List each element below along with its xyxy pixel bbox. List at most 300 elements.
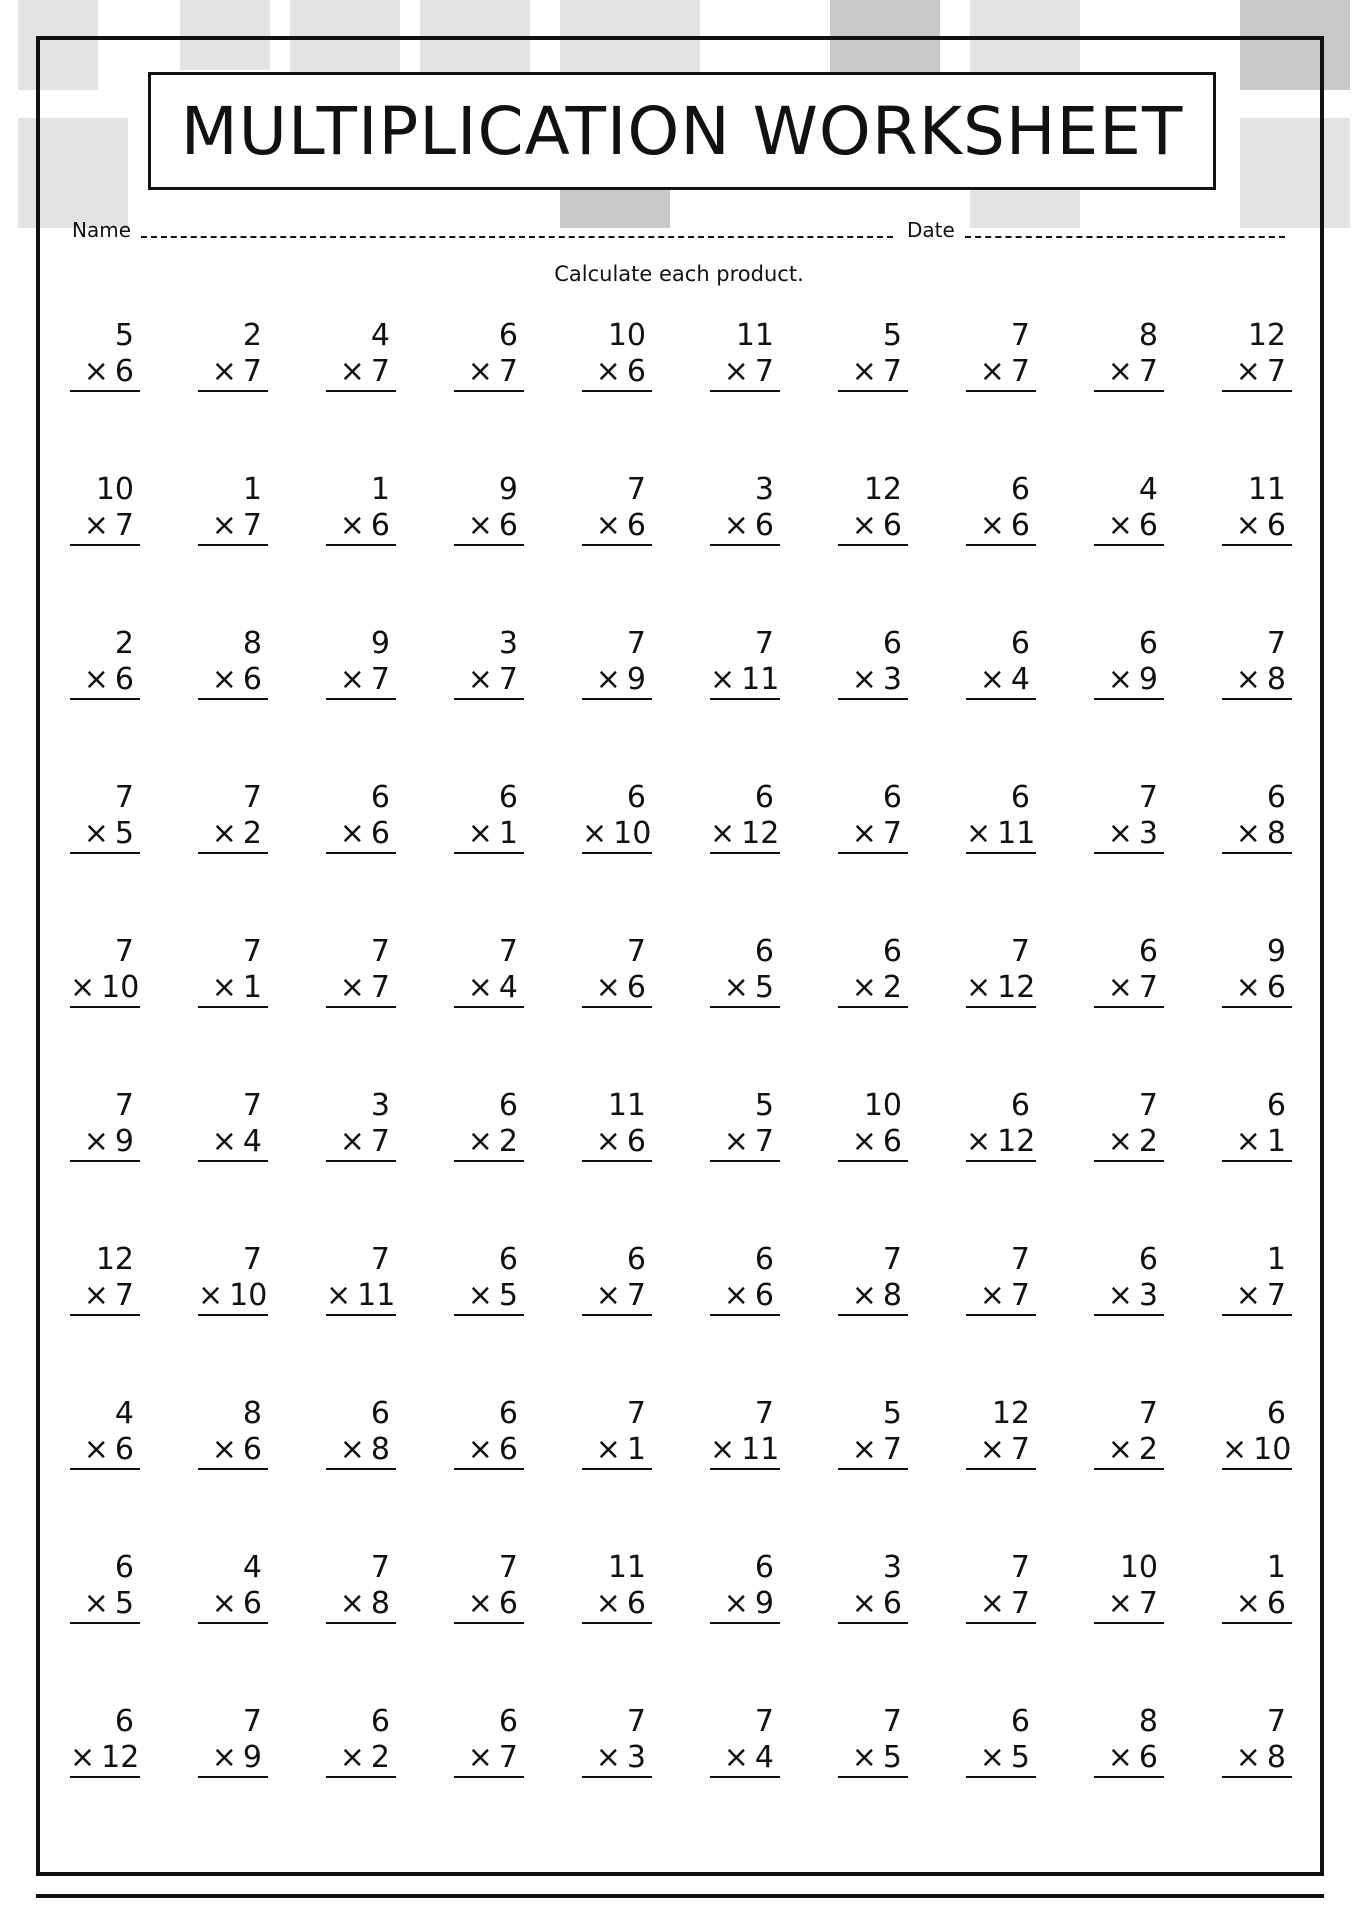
problem-r4-c7 xyxy=(838,780,908,856)
multiplicand: 6 xyxy=(626,780,646,815)
problem-r8-c1 xyxy=(70,1396,140,1472)
multiplier-line xyxy=(966,1432,1036,1470)
problem-r7-c4 xyxy=(454,1242,524,1318)
multiplicand: 7 xyxy=(754,626,774,661)
multiplier-line xyxy=(198,816,268,854)
problem-r2-c5 xyxy=(582,472,652,548)
multiplicand: 8 xyxy=(1138,318,1158,353)
problem-grid xyxy=(70,318,1300,1798)
times-sign: × xyxy=(723,1586,749,1621)
problem-r10-c6 xyxy=(710,1704,780,1780)
multiplier: 8 xyxy=(370,1432,390,1467)
multiplicand: 8 xyxy=(242,626,262,661)
multiplicand: 7 xyxy=(370,1242,390,1277)
times-sign: × xyxy=(83,662,109,697)
times-sign: × xyxy=(211,508,237,543)
problem-r4-c8 xyxy=(966,780,1036,856)
multiplier-line xyxy=(326,508,396,546)
problem-r5-c4 xyxy=(454,934,524,1010)
multiplier-line xyxy=(198,1124,268,1162)
problem-r2-c2 xyxy=(198,472,268,548)
multiplier: 6 xyxy=(242,1586,262,1621)
multiplicand: 8 xyxy=(1138,1704,1158,1739)
times-sign: × xyxy=(83,1278,109,1313)
multiplier-line xyxy=(454,1432,524,1470)
problem-r10-c8 xyxy=(966,1704,1036,1780)
multiplicand: 7 xyxy=(1010,1550,1030,1585)
multiplier: 6 xyxy=(114,354,134,389)
problem-r5-c5 xyxy=(582,934,652,1010)
page-title: MULTIPLICATION WORKSHEET xyxy=(180,92,1184,170)
problem-r3-c6 xyxy=(710,626,780,702)
multiplier-line xyxy=(326,1124,396,1162)
multiplier-line xyxy=(454,970,524,1008)
multiplier: 5 xyxy=(114,1586,134,1621)
multiplier: 11 xyxy=(357,1278,396,1313)
multiplicand: 6 xyxy=(370,1704,390,1739)
multiplicand: 1 xyxy=(1266,1242,1286,1277)
multiplier: 7 xyxy=(370,662,390,697)
multiplier: 8 xyxy=(370,1586,390,1621)
times-sign: × xyxy=(70,1740,96,1775)
multiplicand: 12 xyxy=(863,472,902,507)
multiplier: 4 xyxy=(1010,662,1030,697)
problem-r7-c9 xyxy=(1094,1242,1164,1318)
problem-r5-c2 xyxy=(198,934,268,1010)
multiplier: 10 xyxy=(1253,1432,1292,1467)
multiplicand: 6 xyxy=(1266,1088,1286,1123)
multiplier-line xyxy=(966,508,1036,546)
problem-r1-c1 xyxy=(70,318,140,394)
multiplier-line xyxy=(838,662,908,700)
multiplier-line xyxy=(582,816,652,854)
times-sign: × xyxy=(595,1740,621,1775)
times-sign: × xyxy=(979,354,1005,389)
multiplicand: 7 xyxy=(498,934,518,969)
problem-r1-c6 xyxy=(710,318,780,394)
multiplier: 6 xyxy=(626,354,646,389)
times-sign: × xyxy=(326,1278,352,1313)
multiplicand: 6 xyxy=(882,780,902,815)
times-sign: × xyxy=(851,1740,877,1775)
date-label: Date xyxy=(907,218,955,242)
multiplier-line xyxy=(838,816,908,854)
multiplicand: 10 xyxy=(95,472,134,507)
multiplier-line xyxy=(1222,1432,1292,1470)
multiplier: 8 xyxy=(882,1278,902,1313)
multiplier-line xyxy=(1094,1124,1164,1162)
times-sign: × xyxy=(851,1586,877,1621)
multiplier: 7 xyxy=(498,1740,518,1775)
problem-r4-c4 xyxy=(454,780,524,856)
problem-r7-c7 xyxy=(838,1242,908,1318)
times-sign: × xyxy=(979,1278,1005,1313)
multiplier: 11 xyxy=(741,662,780,697)
multiplicand: 11 xyxy=(607,1088,646,1123)
multiplicand: 7 xyxy=(1266,626,1286,661)
times-sign: × xyxy=(1235,354,1261,389)
multiplicand: 9 xyxy=(370,626,390,661)
multiplicand: 12 xyxy=(1247,318,1286,353)
times-sign: × xyxy=(723,1124,749,1159)
problem-r3-c10 xyxy=(1222,626,1292,702)
problem-r7-c8 xyxy=(966,1242,1036,1318)
multiplicand: 7 xyxy=(498,1550,518,1585)
multiplier-line xyxy=(710,1586,780,1624)
multiplier-line xyxy=(70,816,140,854)
multiplier: 4 xyxy=(754,1740,774,1775)
multiplier-line xyxy=(838,1278,908,1316)
multiplier: 2 xyxy=(882,970,902,1005)
multiplier-line xyxy=(1094,1586,1164,1624)
multiplier: 6 xyxy=(498,1586,518,1621)
multiplier-line xyxy=(326,1278,396,1316)
problem-r3-c1 xyxy=(70,626,140,702)
problem-r1-c3 xyxy=(326,318,396,394)
problem-r3-c5 xyxy=(582,626,652,702)
problem-r8-c6 xyxy=(710,1396,780,1472)
multiplier-line xyxy=(966,1586,1036,1624)
multiplier-line xyxy=(582,1740,652,1778)
multiplicand: 7 xyxy=(1138,780,1158,815)
times-sign: × xyxy=(339,354,365,389)
multiplier: 7 xyxy=(498,354,518,389)
multiplier-line xyxy=(1222,816,1292,854)
times-sign: × xyxy=(83,816,109,851)
times-sign: × xyxy=(1235,662,1261,697)
times-sign: × xyxy=(1107,1124,1133,1159)
times-sign: × xyxy=(966,1124,992,1159)
problem-r1-c2 xyxy=(198,318,268,394)
multiplier-line xyxy=(70,1432,140,1470)
multiplicand: 6 xyxy=(370,780,390,815)
multiplier-line xyxy=(454,662,524,700)
times-sign: × xyxy=(1107,1740,1133,1775)
multiplier-line xyxy=(1094,354,1164,392)
multiplier-line xyxy=(966,816,1036,854)
problem-r5-c10 xyxy=(1222,934,1292,1010)
multiplier: 8 xyxy=(1266,662,1286,697)
multiplier-line xyxy=(838,1124,908,1162)
problem-r3-c4 xyxy=(454,626,524,702)
times-sign: × xyxy=(467,1124,493,1159)
times-sign: × xyxy=(339,1586,365,1621)
multiplier: 3 xyxy=(882,662,902,697)
multiplier-line xyxy=(710,354,780,392)
multiplier: 6 xyxy=(626,970,646,1005)
problem-r9-c10 xyxy=(1222,1550,1292,1626)
multiplicand: 6 xyxy=(1010,1704,1030,1739)
problem-r5-c6 xyxy=(710,934,780,1010)
times-sign: × xyxy=(595,508,621,543)
multiplier-line xyxy=(582,970,652,1008)
times-sign: × xyxy=(83,1432,109,1467)
multiplier: 7 xyxy=(1266,354,1286,389)
times-sign: × xyxy=(595,662,621,697)
multiplicand: 6 xyxy=(754,1550,774,1585)
multiplier-line xyxy=(1094,508,1164,546)
multiplier: 5 xyxy=(882,1740,902,1775)
problem-r7-c10 xyxy=(1222,1242,1292,1318)
multiplier: 12 xyxy=(997,1124,1036,1159)
problem-r6-c9 xyxy=(1094,1088,1164,1164)
problem-r2-c8 xyxy=(966,472,1036,548)
multiplicand: 7 xyxy=(370,1550,390,1585)
multiplicand: 6 xyxy=(882,934,902,969)
times-sign: × xyxy=(211,662,237,697)
problem-r9-c4 xyxy=(454,1550,524,1626)
multiplicand: 11 xyxy=(735,318,774,353)
multiplier-line xyxy=(70,354,140,392)
multiplier: 7 xyxy=(882,1432,902,1467)
times-sign: × xyxy=(595,1278,621,1313)
multiplier: 1 xyxy=(626,1432,646,1467)
problem-r5-c8 xyxy=(966,934,1036,1010)
problem-r6-c6 xyxy=(710,1088,780,1164)
multiplier: 7 xyxy=(242,354,262,389)
multiplier: 8 xyxy=(1266,816,1286,851)
multiplier: 9 xyxy=(242,1740,262,1775)
multiplier: 7 xyxy=(882,354,902,389)
times-sign: × xyxy=(1107,816,1133,851)
multiplicand: 7 xyxy=(242,1704,262,1739)
multiplier-line xyxy=(198,1740,268,1778)
multiplier: 7 xyxy=(242,508,262,543)
problem-r8-c9 xyxy=(1094,1396,1164,1472)
instructions: Calculate each product. xyxy=(554,262,804,286)
times-sign: × xyxy=(723,508,749,543)
multiplier-line xyxy=(966,1124,1036,1162)
problem-r4-c6 xyxy=(710,780,780,856)
times-sign: × xyxy=(595,1432,621,1467)
multiplier: 2 xyxy=(1138,1124,1158,1159)
bottom-divider xyxy=(36,1894,1324,1898)
multiplier-line xyxy=(838,354,908,392)
multiplier: 7 xyxy=(114,508,134,543)
multiplier-line xyxy=(966,1740,1036,1778)
problem-r4-c10 xyxy=(1222,780,1292,856)
multiplier: 6 xyxy=(1266,970,1286,1005)
multiplier: 6 xyxy=(1138,1740,1158,1775)
multiplicand: 7 xyxy=(626,472,646,507)
multiplicand: 6 xyxy=(1138,1242,1158,1277)
multiplicand: 7 xyxy=(114,934,134,969)
multiplier-line xyxy=(326,816,396,854)
problem-r6-c8 xyxy=(966,1088,1036,1164)
times-sign: × xyxy=(595,354,621,389)
multiplier: 6 xyxy=(1266,508,1286,543)
multiplier: 1 xyxy=(242,970,262,1005)
multiplier: 6 xyxy=(626,1124,646,1159)
problem-r2-c6 xyxy=(710,472,780,548)
multiplicand: 7 xyxy=(626,626,646,661)
times-sign: × xyxy=(966,816,992,851)
times-sign: × xyxy=(1107,662,1133,697)
multiplier: 6 xyxy=(882,1124,902,1159)
multiplier: 12 xyxy=(101,1740,140,1775)
multiplicand: 1 xyxy=(370,472,390,507)
multiplier: 6 xyxy=(370,816,390,851)
multiplier-line xyxy=(710,1124,780,1162)
multiplicand: 7 xyxy=(1138,1396,1158,1431)
multiplier-line xyxy=(1094,662,1164,700)
multiplier: 7 xyxy=(1010,354,1030,389)
multiplier-line xyxy=(70,1740,140,1778)
multiplier-line xyxy=(966,354,1036,392)
multiplicand: 7 xyxy=(626,934,646,969)
multiplicand: 2 xyxy=(242,318,262,353)
multiplicand: 6 xyxy=(498,1088,518,1123)
multiplicand: 7 xyxy=(882,1242,902,1277)
times-sign: × xyxy=(339,662,365,697)
multiplier-line xyxy=(70,970,140,1008)
multiplier: 2 xyxy=(1138,1432,1158,1467)
multiplier: 6 xyxy=(754,508,774,543)
multiplier: 6 xyxy=(882,508,902,543)
multiplicand: 4 xyxy=(1138,472,1158,507)
multiplier: 7 xyxy=(1138,970,1158,1005)
multiplier: 7 xyxy=(498,662,518,697)
multiplier-line xyxy=(1222,354,1292,392)
multiplier-line xyxy=(710,1278,780,1316)
times-sign: × xyxy=(339,1432,365,1467)
problem-r9-c2 xyxy=(198,1550,268,1626)
multiplier: 6 xyxy=(370,508,390,543)
multiplier: 10 xyxy=(229,1278,268,1313)
multiplier: 3 xyxy=(626,1740,646,1775)
times-sign: × xyxy=(198,1278,224,1313)
problem-r1-c5 xyxy=(582,318,652,394)
times-sign: × xyxy=(1235,1740,1261,1775)
problem-r2-c1 xyxy=(70,472,140,548)
multiplicand: 5 xyxy=(882,318,902,353)
multiplier-line xyxy=(198,662,268,700)
problem-r10-c7 xyxy=(838,1704,908,1780)
times-sign: × xyxy=(467,354,493,389)
multiplicand: 5 xyxy=(882,1396,902,1431)
problem-r10-c2 xyxy=(198,1704,268,1780)
multiplicand: 6 xyxy=(498,780,518,815)
multiplier: 6 xyxy=(498,1432,518,1467)
times-sign: × xyxy=(582,816,608,851)
multiplier-line xyxy=(70,1278,140,1316)
multiplicand: 6 xyxy=(1010,472,1030,507)
multiplicand: 6 xyxy=(1138,626,1158,661)
problem-r4-c9 xyxy=(1094,780,1164,856)
multiplier-line xyxy=(326,1586,396,1624)
multiplicand: 6 xyxy=(626,1242,646,1277)
multiplier: 6 xyxy=(114,1432,134,1467)
times-sign: × xyxy=(979,1740,1005,1775)
times-sign: × xyxy=(211,1432,237,1467)
times-sign: × xyxy=(467,1432,493,1467)
multiplier: 12 xyxy=(741,816,780,851)
times-sign: × xyxy=(979,1432,1005,1467)
multiplicand: 10 xyxy=(607,318,646,353)
multiplier: 11 xyxy=(997,816,1036,851)
problem-r5-c3 xyxy=(326,934,396,1010)
times-sign: × xyxy=(710,1432,736,1467)
multiplier-line xyxy=(1222,1278,1292,1316)
problem-r2-c7 xyxy=(838,472,908,548)
name-field[interactable] xyxy=(141,224,893,238)
multiplier-line xyxy=(838,1432,908,1470)
times-sign: × xyxy=(211,1586,237,1621)
multiplicand: 12 xyxy=(991,1396,1030,1431)
problem-r9-c8 xyxy=(966,1550,1036,1626)
multiplier-line xyxy=(70,508,140,546)
multiplier-line xyxy=(1222,662,1292,700)
problem-r1-c8 xyxy=(966,318,1036,394)
multiplier: 4 xyxy=(498,970,518,1005)
times-sign: × xyxy=(211,816,237,851)
multiplier-line xyxy=(1222,1586,1292,1624)
problem-r2-c3 xyxy=(326,472,396,548)
multiplier-line xyxy=(1094,816,1164,854)
multiplier: 6 xyxy=(1266,1586,1286,1621)
times-sign: × xyxy=(467,1586,493,1621)
multiplier: 6 xyxy=(1010,508,1030,543)
times-sign: × xyxy=(339,1740,365,1775)
multiplicand: 6 xyxy=(498,318,518,353)
times-sign: × xyxy=(1107,970,1133,1005)
multiplier-line xyxy=(198,354,268,392)
name-label: Name xyxy=(72,218,132,242)
times-sign: × xyxy=(851,662,877,697)
multiplier: 7 xyxy=(370,1124,390,1159)
problem-r7-c1 xyxy=(70,1242,140,1318)
multiplier-line xyxy=(1222,508,1292,546)
problem-r3-c7 xyxy=(838,626,908,702)
multiplier-line xyxy=(1094,1432,1164,1470)
multiplicand: 7 xyxy=(754,1704,774,1739)
multiplicand: 7 xyxy=(242,780,262,815)
problem-r7-c2 xyxy=(198,1242,268,1318)
multiplier-line xyxy=(966,1278,1036,1316)
multiplier: 6 xyxy=(242,1432,262,1467)
multiplicand: 11 xyxy=(607,1550,646,1585)
times-sign: × xyxy=(1235,508,1261,543)
multiplicand: 7 xyxy=(1010,934,1030,969)
multiplicand: 6 xyxy=(114,1550,134,1585)
multiplier: 1 xyxy=(498,816,518,851)
problem-r1-c9 xyxy=(1094,318,1164,394)
times-sign: × xyxy=(851,354,877,389)
multiplier-line xyxy=(326,662,396,700)
problem-r7-c5 xyxy=(582,1242,652,1318)
multiplicand: 7 xyxy=(1138,1088,1158,1123)
problem-r9-c3 xyxy=(326,1550,396,1626)
multiplier: 7 xyxy=(370,354,390,389)
times-sign: × xyxy=(723,1740,749,1775)
multiplicand: 7 xyxy=(1266,1704,1286,1739)
times-sign: × xyxy=(1235,1124,1261,1159)
times-sign: × xyxy=(467,662,493,697)
times-sign: × xyxy=(467,970,493,1005)
multiplier: 12 xyxy=(997,970,1036,1005)
times-sign: × xyxy=(979,508,1005,543)
multiplier-line xyxy=(454,1586,524,1624)
multiplier: 9 xyxy=(1138,662,1158,697)
multiplier: 2 xyxy=(498,1124,518,1159)
times-sign: × xyxy=(966,970,992,1005)
multiplicand: 7 xyxy=(754,1396,774,1431)
multiplier: 5 xyxy=(1010,1740,1030,1775)
times-sign: × xyxy=(851,970,877,1005)
multiplier: 3 xyxy=(1138,816,1158,851)
date-field[interactable] xyxy=(965,224,1285,238)
times-sign: × xyxy=(723,970,749,1005)
